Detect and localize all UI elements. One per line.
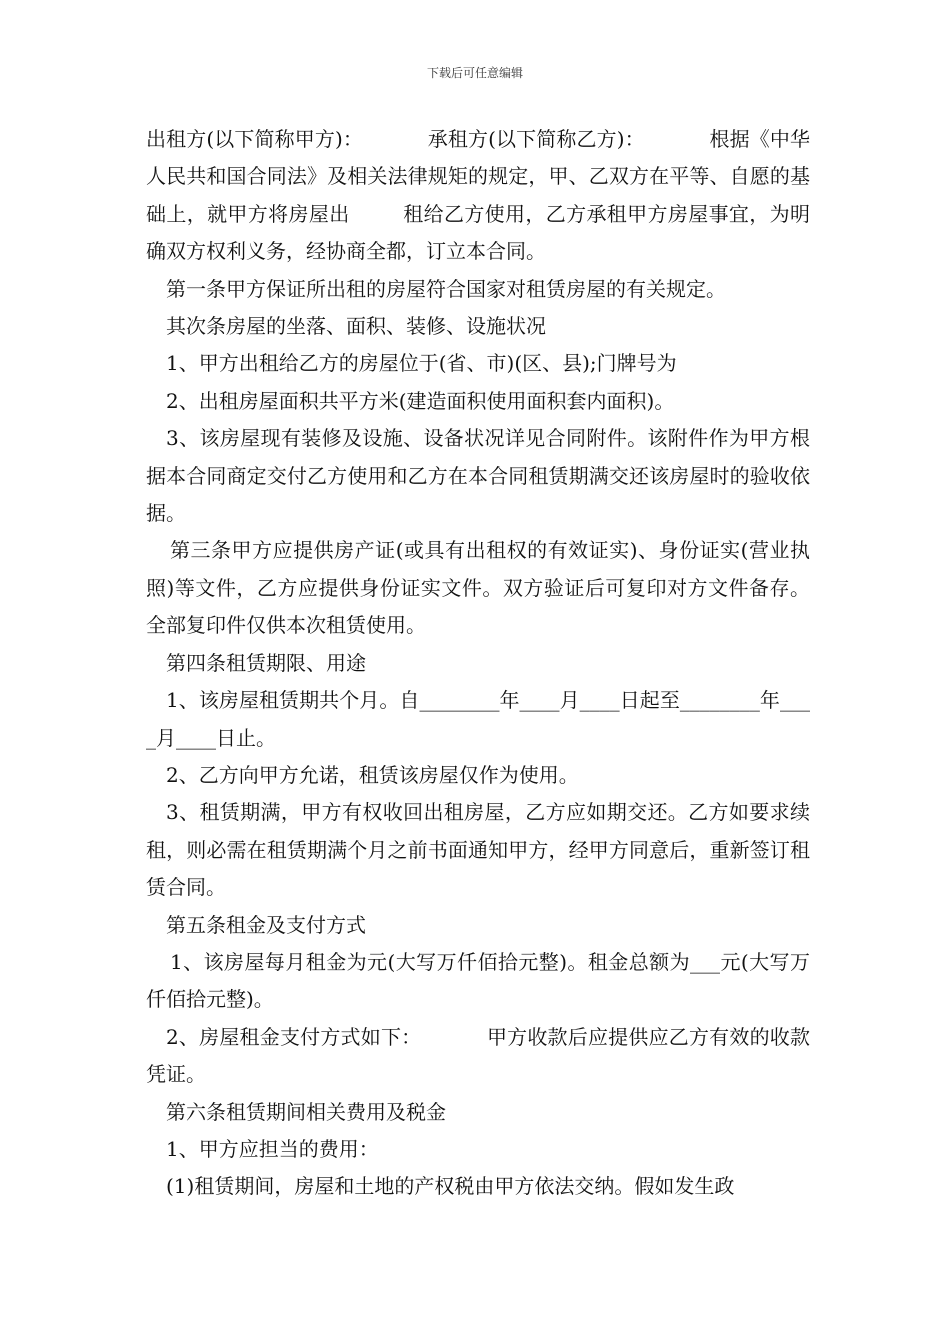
article-6-item-1-sub-1: (1)租赁期间，房屋和土地的产权税由甲方依法交纳。假如发生政 [166, 1174, 735, 1199]
article-5-heading: 第五条租金及支付方式 [166, 912, 366, 937]
article-5-item-1: 1、该房屋每月租金为元(大写万仟佰拾元整)。租金总额为___元(大写万仟佰拾元整)。 [146, 949, 810, 1012]
article-2-item-1: 1、甲方出租给乙方的房屋位于(省、市)(区、县);门牌号为 [166, 351, 677, 376]
article-6-heading: 第六条租赁期间相关费用及税金 [166, 1099, 446, 1124]
article-4-item-1: 1、该房屋租赁期共个月。自________年____月____日起至________年____月____日止。 [146, 688, 810, 750]
document-body [146, 121, 810, 1206]
contract-intro-paragraph: 出租方(以下简称甲方)： 承租方(以下简称乙方)： 根据《中华人民共和国合同法》及相关法律规矩的规定，甲、乙双方在平等、自愿的基础上，就甲方将房屋出 租给乙方使用，乙方承租甲方房屋事宜，为明确双方权利义务，经协商全都，订立本合同。 [146, 127, 810, 264]
article-3-paragraph: 第三条甲方应提供房产证(或具有出租权的有效证实)、身份证实(营业执照)等文件，乙方应提供身份证实文件。双方验证后可复印对方文件备存。全部复印件仅供本次租赁使用。 [146, 538, 810, 638]
article-4-heading: 第四条租赁期限、用途 [166, 650, 366, 675]
article-4-item-2: 2、乙方向甲方允诺，租赁该房屋仅作为使用。 [166, 762, 579, 787]
article-2-item-2: 2、出租房屋面积共平方米(建造面积使用面积套内面积)。 [166, 388, 675, 413]
article-5-item-2: 2、房屋租金支付方式如下： 甲方收款后应提供应乙方有效的收款凭证。 [146, 1024, 810, 1087]
page-header: 下载后可任意编辑 [426, 66, 523, 80]
article-4-item-3: 3、租赁期满，甲方有权收回出租房屋，乙方应如期交还。乙方如要求续租，则必需在租赁期满个月之前书面通知甲方，经甲方同意后，重新签订租赁合同。 [146, 800, 810, 900]
article-2-item-3: 3、该房屋现有装修及设施、设备状况详见合同附件。该附件作为甲方根据本合同商定交付乙方使用和乙方在本合同租赁期满交还该房屋时的验收依据。 [146, 426, 810, 526]
article-1-paragraph: 第一条甲方保证所出租的房屋符合国家对租赁房屋的有关规定。 [166, 276, 726, 301]
article-6-item-1: 1、甲方应担当的费用： [166, 1136, 379, 1161]
article-2-heading: 其次条房屋的坐落、面积、装修、设施状况 [166, 314, 546, 339]
